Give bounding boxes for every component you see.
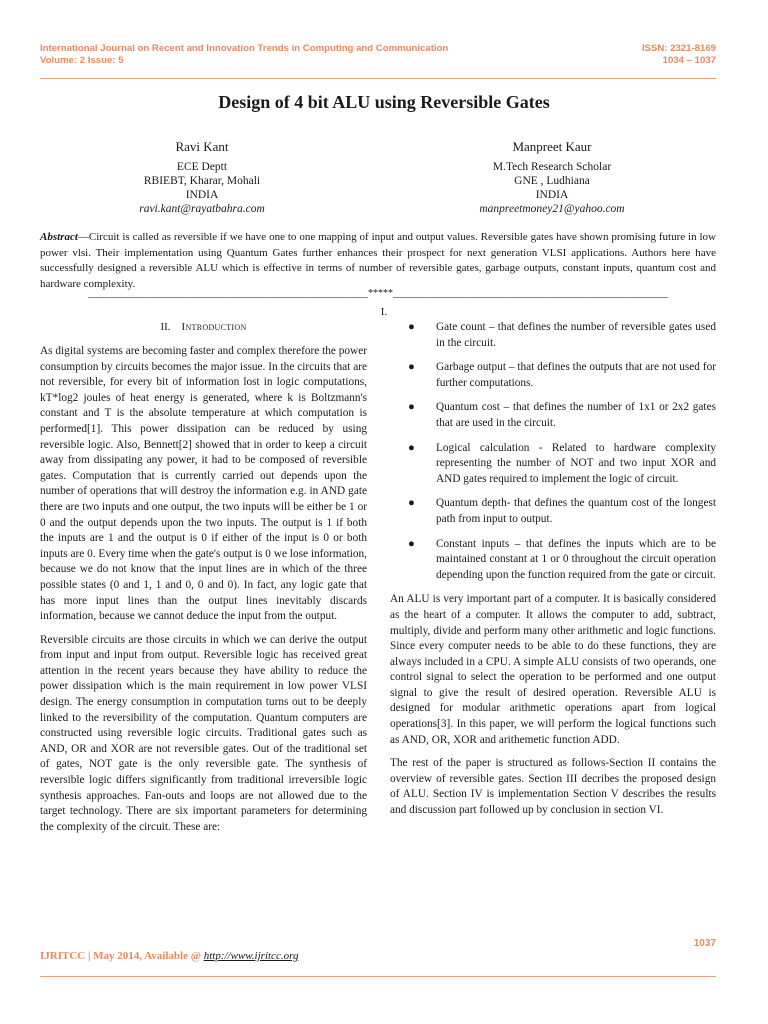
author-2 xyxy=(402,140,702,216)
section-II-heading: II. Introduction xyxy=(160,321,247,333)
author-dept: M.Tech Research Scholar xyxy=(492,161,612,173)
author-country: INDIA xyxy=(535,189,569,201)
bullet-icon: ● xyxy=(408,537,415,550)
section-separator: ________________________________________________________*****_______________________________________________________ xyxy=(88,288,668,299)
list-item: ● Logical calculation - Related to hardware complexity representing the number of NOT and two input XOR and AND gates required to implement the logic of circuit. xyxy=(408,441,716,485)
right-column xyxy=(390,320,716,827)
abstract-label: Abstract xyxy=(40,231,78,243)
journal-link[interactable]: http://www.ijritcc.org xyxy=(203,950,299,962)
parameter-list xyxy=(390,320,716,583)
list-item: ● Quantum cost – that defines the number of 1x1 or 2x2 gates that are used in the circuit. xyxy=(408,401,716,429)
author-email: manpreetmoney21@yahoo.com xyxy=(479,203,625,215)
bullet-icon: ● xyxy=(408,497,415,510)
footer-rule xyxy=(40,976,716,977)
journal-name: International Journal on Recent and Innovation Trends in Computing and Communication Volume: 2 Issue: 5 xyxy=(40,43,449,66)
bullet-icon: ● xyxy=(408,401,415,414)
paper-title: Design of 4 bit ALU using Reversible Gates xyxy=(218,92,550,112)
author-country: INDIA xyxy=(185,189,219,201)
author-inst: RBIEBT, Kharar, Mohali xyxy=(143,175,261,187)
bullet-icon: ● xyxy=(408,361,415,374)
author-email: ravi.kant@rayatbahra.com xyxy=(139,203,265,215)
list-item: ● Gate count – that defines the number of reversible gates used in the circuit. xyxy=(408,321,716,349)
paragraph: Reversible circuits are those circuits in which we can derive the output from input and input from output. Reversible logic has received great attention in the recent years because they have ability to reduce the power dissipation which is the main requirement in low power VLSI design. The energy consumption in computation turns out to be deeply linked to the reversibility of the computation. Quantum computers are constructed using reversible logic circuits. Traditional gates such as AND, OR and XOR are not reversible gates. Out of the traditional set of gates, NOT gate is the only reversible gate. The synthesis of reversible logic differs significantly from traditional irreversible logic synthesis approaches. Fan-outs and loops are not allowed due to the target technology. There are six important parameters for determining the complexity of the circuit. These are: xyxy=(40,633,367,833)
author-1 xyxy=(52,140,352,216)
abstract xyxy=(40,230,716,292)
author-name: Ravi Kant xyxy=(175,139,229,154)
page-number: 1037 xyxy=(693,938,716,949)
author-dept: ECE Deptt xyxy=(176,161,228,173)
footer: IJRITCC | May 2014, Available @ http://www.ijritcc.org xyxy=(40,950,299,962)
list-item: ● Garbage output – that defines the outputs that are not used for further computations. xyxy=(408,361,716,389)
paragraph: The rest of the paper is structured as follows-Section II contains the overview of reversible gates. Section III decribes the proposed design of ALU. Section IV is implementation Section V describes the results and discussion part followed up by conclusion in section VI. xyxy=(390,757,716,817)
left-column xyxy=(40,344,367,843)
issn-block: ISSN: 2321-8169 1034 – 1037 xyxy=(641,43,716,66)
abstract-text: —Circuit is called as reversible if we have one to one mapping of input and output values. Reversible gates have shown promising future in low power vlsi. Their implementation using Quantum Gates further enhances their prospect for next generation VLSI applications. Authors here have successfully designed a reversible ALU which is effective in terms of number of reversible gates, garbage outputs, constant inputs, quantum cost and hardware complexity. xyxy=(40,231,716,290)
author-name: Manpreet Kaur xyxy=(512,139,592,154)
list-item: ● Quantum depth- that defines the quantum cost of the longest path from input to output. xyxy=(408,497,716,525)
paragraph: An ALU is very important part of a computer. It is basically considered as the heart of a computer. It allows the computer to add, subtract, multiply, divide and perform many other arithmetic and logic functions. Since every computer needs to be able to do these functions, they are always included in a CPU. A simple ALU consists of two operands, one control signal to select the operation to be performed and one output signal to give the result of desired operation. Reversible ALU is designed for modular arithmetic operations apart from logical operations[3]. In this paper, we will perform the logical functions such as AND, OR, XOR and arithemetic function ADD. xyxy=(390,593,716,746)
bullet-icon: ● xyxy=(408,321,415,333)
paragraph: As digital systems are becoming faster and complex therefore the power consumption by circuits becomes the major issue. In the circuits that are not reversible, for every bit of information lost in logic computations, kT*log2 joules of heat energy is generated, where k is Boltzmann's constant and T is the absolute temperature at which computation is performed[1]. This power dissipation can be reduced by using reversible logic. Also, Bennett[2] showed that in order to keep a circuit away from dissipating any power, it had to be composed of reversible gates. Computation that is currently carried out depends upon the number of operations that will destroy the information e.g. in AND gate there are two inputs and one output, the two inputs will be either be 1 or 0 and the output depends upon the two inputs. The output is 1 if both the inputs are 1 and the output is 0 if either of the input is 0 or both inputs are 0. Every time when the gate's output is 0 we lose information, because we do not know that the input lines are in which of the three possible states (0 and 1, 1 and 0, 0 and 0). In fact, any logic gate that has more input lines than the output lines inevitably discards information, because we cannot deduce the input from the output. xyxy=(40,345,367,623)
header-rule xyxy=(40,78,716,79)
bullet-icon: ● xyxy=(408,441,415,454)
section-I-heading: I. xyxy=(380,306,388,318)
author-inst: GNE , Ludhiana xyxy=(514,175,590,187)
list-item: ● Constant inputs – that defines the inputs which are to be maintained constant at 1 or 0 throughout the circuit operation depending upon the function required from the gate or circuit. xyxy=(408,537,716,581)
